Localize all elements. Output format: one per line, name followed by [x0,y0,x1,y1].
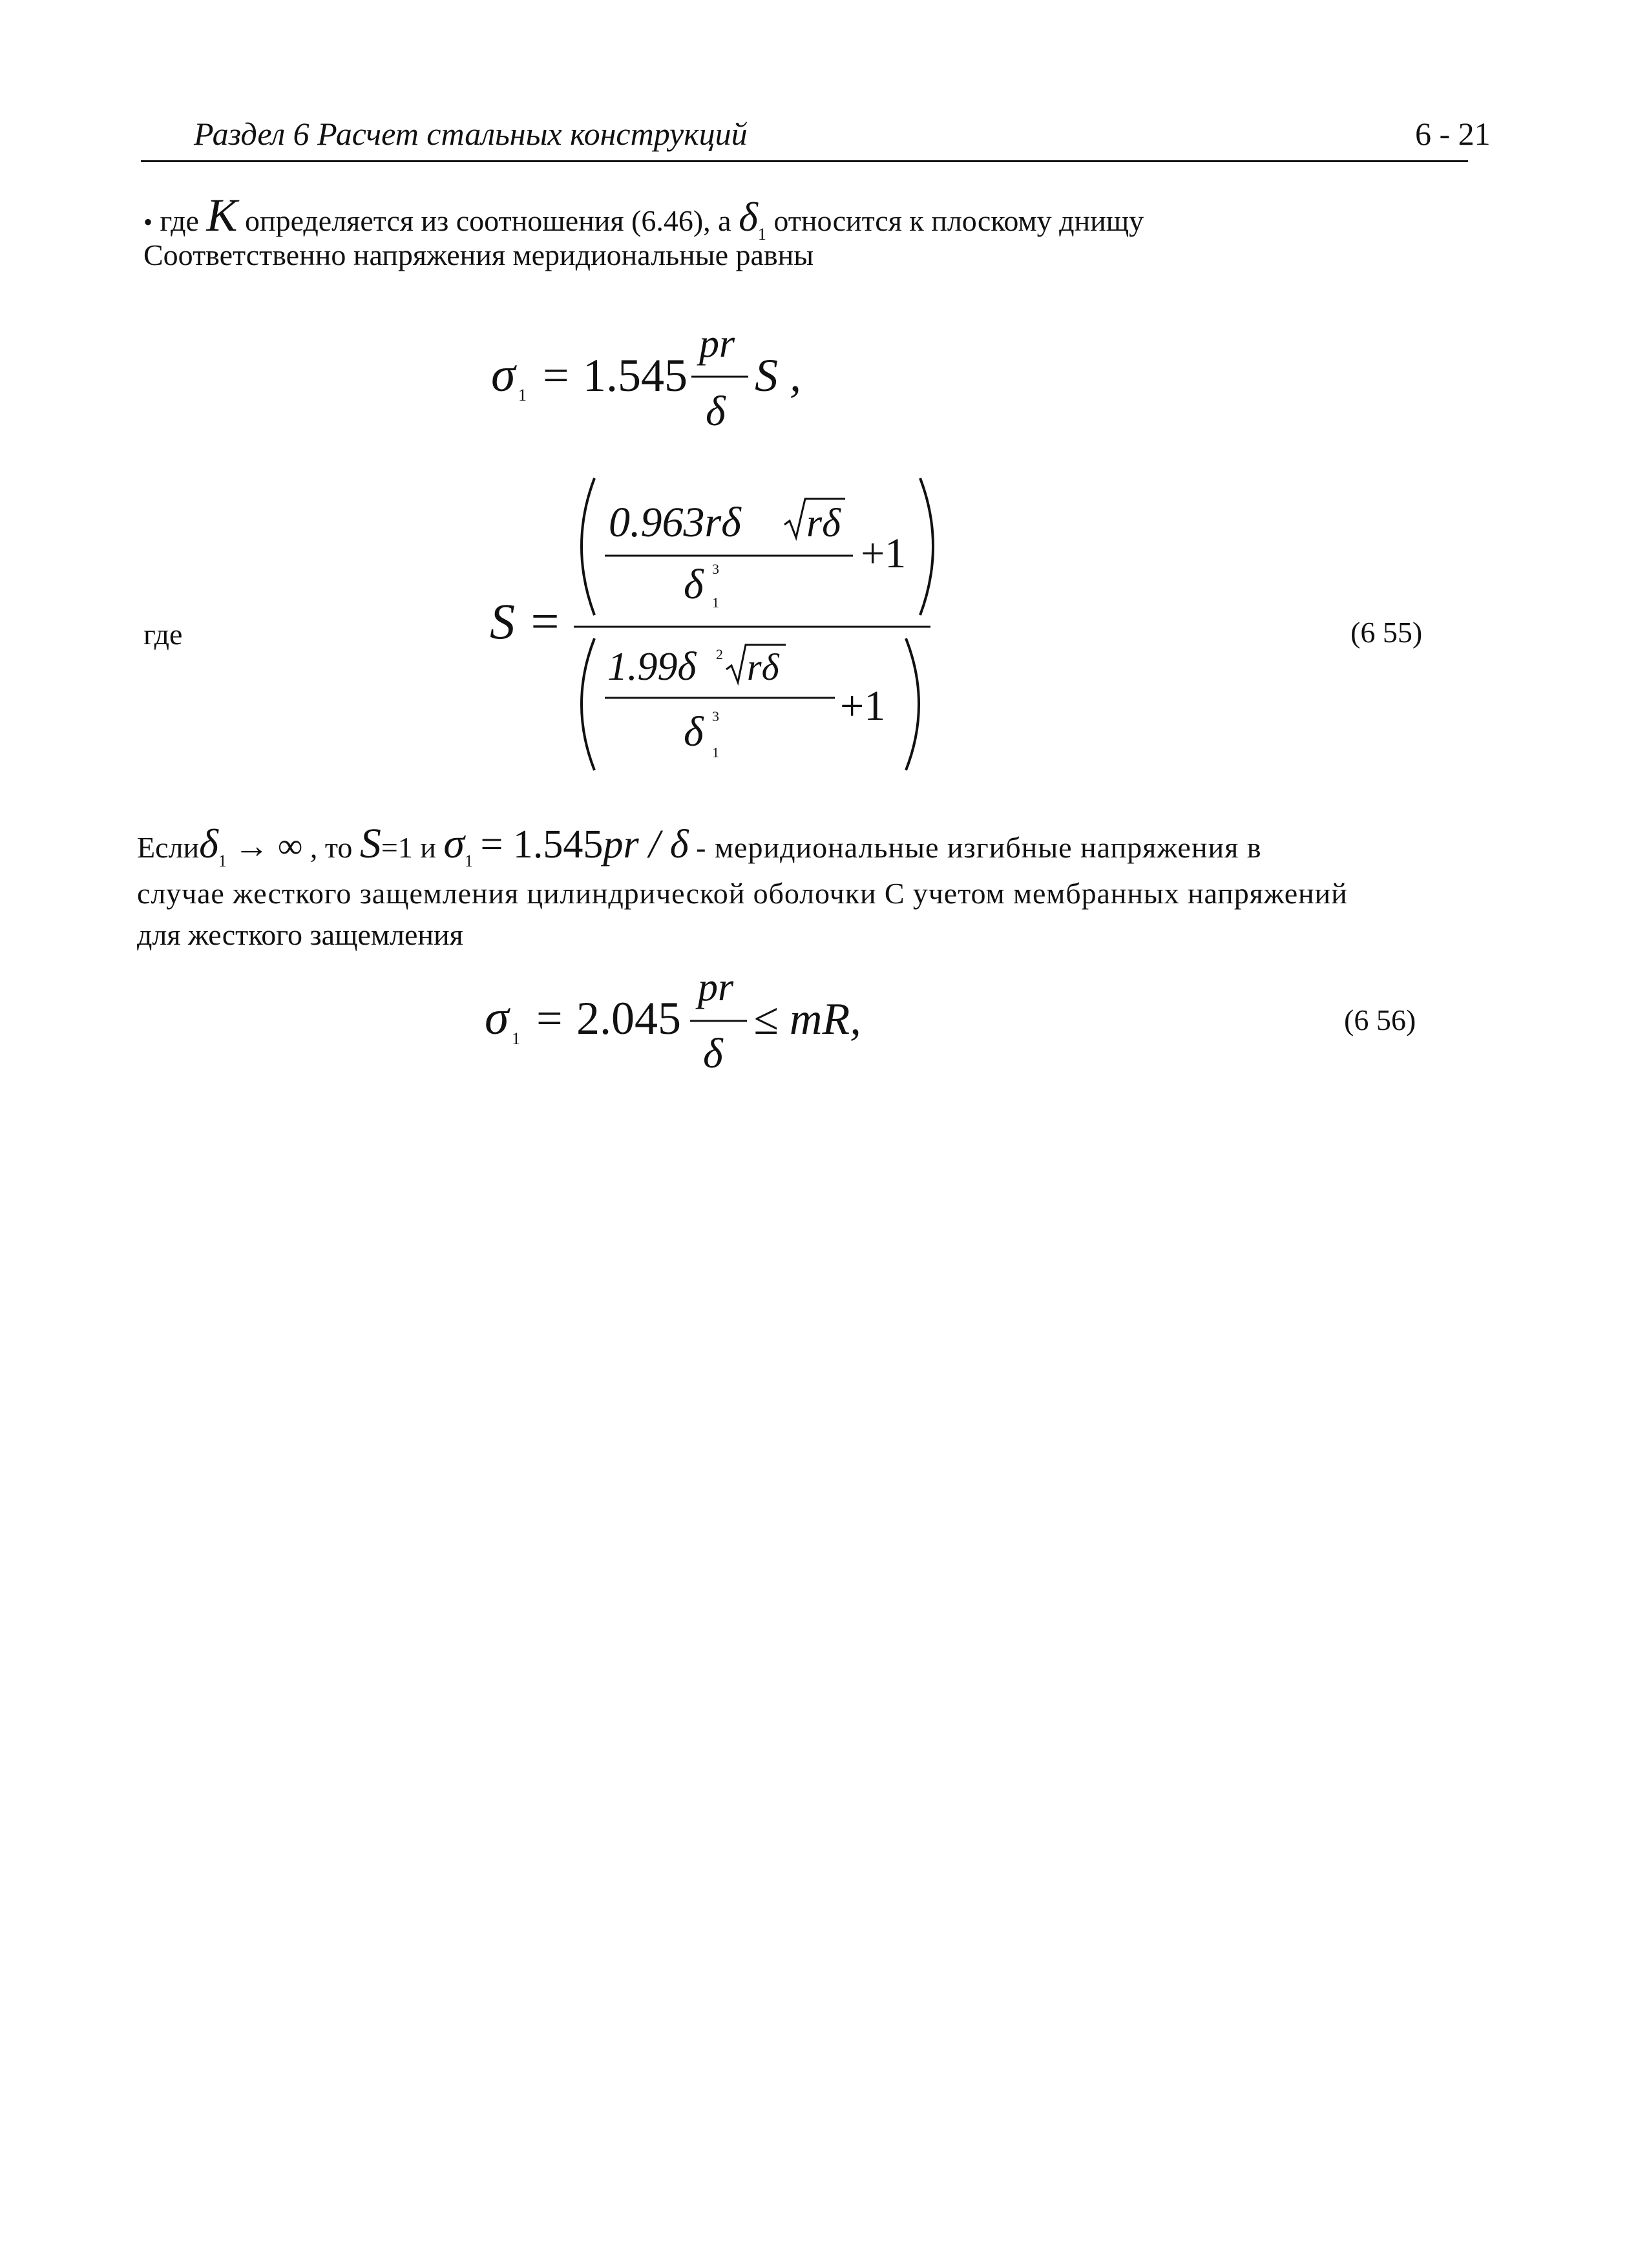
equation-6-56 [472,963,924,1086]
equation-sigma1 [478,310,840,452]
eq1-lhs: σ [491,348,516,402]
eq656-lhs-subscript: 1 [512,1029,520,1048]
para3-line3: для жесткого защемления [137,918,463,951]
header-rule [141,160,1468,162]
eq655-top-denominator: δ [684,561,704,608]
bullet-icon: • [143,207,153,236]
eq1-equals: = [543,350,569,401]
eq656-lhs: σ [485,991,509,1045]
para3-word-eq1-and: =1 и [381,831,436,864]
eq655-bottom-plus-one: +1 [840,682,886,730]
eq656-coefficient: 2.045 [576,992,681,1044]
para3-eq-coef: = 1.545 [480,823,604,866]
page-number: 6 - 21 [1415,116,1491,152]
eq655-top-den-sub: 1 [712,594,719,611]
where-label: где [143,618,183,651]
eq655-top-plus-one: +1 [861,530,907,577]
para3-delta-subscript: 1 [218,852,227,870]
para1-delta-subscript: 1 [757,225,766,244]
para1-text-a: где [160,204,199,237]
para3-word-if: Если [137,831,200,864]
eq1-tail: S , [755,350,801,401]
para1-text-b: определяется из соотношения (6.46), а [244,204,731,237]
eq655-bottom-denominator: δ [684,708,704,755]
para3-symbol-s: S [359,820,381,867]
para1-symbol-k: K [206,189,238,241]
eq656-equals: = [536,992,563,1044]
eq655-bottom-den-sub: 1 [712,744,719,761]
eq656-numerator: pr [698,965,734,1009]
para3-sigma-subscript: 1 [464,852,473,870]
para3-line2: случае жесткого защемления цилиндрической оболочки С учетом мембранных напряжений [137,877,1348,910]
equation-number-6-56: (6 56) [1344,1003,1416,1036]
para3-delta: δ [199,821,218,866]
eq655-bottom-right-paren [906,638,919,770]
running-header-title: Раздел 6 Расчет стальных конструкций [194,116,748,152]
eq656-tail: ≤ mR, [753,994,861,1044]
para2-text: Соответственно напряжения меридиональные равны [143,238,814,271]
para3-line1 [137,819,1261,868]
eq655-top-sqrt-content: rδ [806,501,841,545]
eq655-top-numerator: 0.963rδ [609,499,741,546]
equation-number-6-55: (6 55) [1350,616,1423,649]
eq1-lhs-subscript: 1 [518,386,527,404]
eq655-bottom-numerator: 1.99δ [607,645,697,689]
eq655-top-right-paren [920,478,933,615]
eq655-bottom-left-paren [582,638,594,770]
para1-text-c: относится к плоскому днищу [773,204,1144,237]
eq1-numerator: pr [699,322,735,366]
eq1-coefficient: 1.545 [583,350,688,401]
eq1-denominator: δ [706,388,726,435]
eq655-bottom-sqrt-content: rδ [747,646,779,688]
eq656-denominator: δ [703,1030,723,1077]
eq655-lhs: S = [490,593,562,649]
para1-symbol-delta: δ [739,194,758,240]
eq655-top-left-paren [582,478,594,615]
para3-text-tail: - меридиональные изгибные напряжения в [696,831,1262,864]
para3-word-then: , то [310,831,353,864]
eq655-top-den-sup: 3 [712,561,719,577]
para3-arrow-infinity: → ∞ [234,826,303,865]
eq655-bottom-num-sup: 2 [716,646,723,662]
eq655-bottom-den-sup: 3 [712,708,719,724]
para3-sigma: σ [443,820,465,867]
para1-line [143,189,1144,242]
para3-pr-over-delta: pr / δ [603,823,689,866]
equation-6-55 [478,472,969,775]
